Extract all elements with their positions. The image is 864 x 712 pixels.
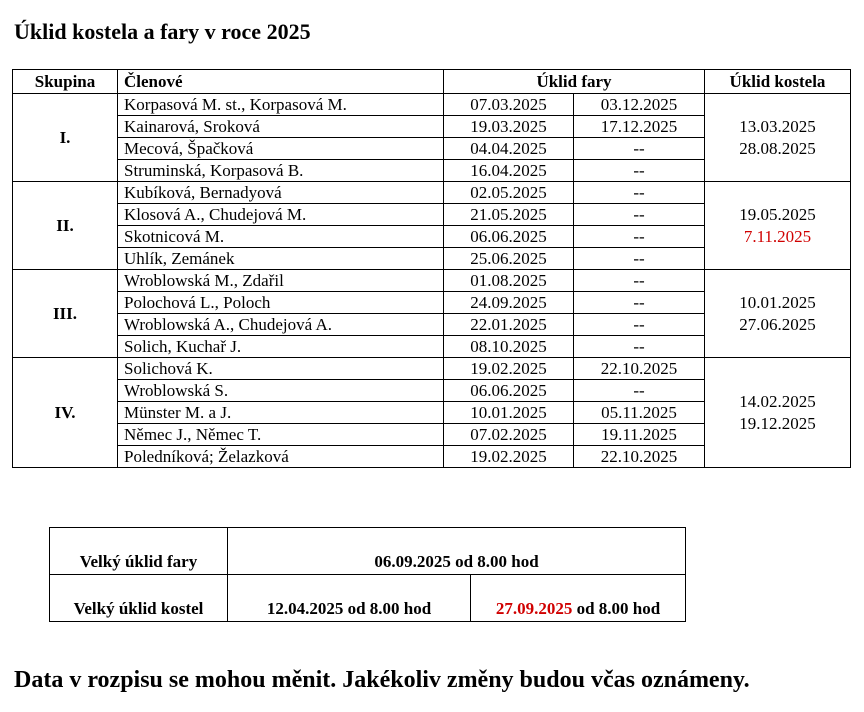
members-cell: Wroblowská S. — [118, 380, 444, 402]
fara-date-2: -- — [574, 336, 705, 358]
kostel-date: 27.06.2025 — [739, 314, 816, 334]
fara-date-1: 02.05.2025 — [444, 182, 574, 204]
members-cell: Münster M. a J. — [118, 402, 444, 424]
fara-date-1: 01.08.2025 — [444, 270, 574, 292]
fara-date-1: 24.09.2025 — [444, 292, 574, 314]
kostel-dates — [705, 270, 851, 358]
kostel-dates — [705, 358, 851, 468]
fara-date-1: 19.02.2025 — [444, 446, 574, 468]
members-cell: Wroblowská M., Zdařil — [118, 270, 444, 292]
fara-date-2: -- — [574, 204, 705, 226]
group-label: III. — [13, 270, 118, 358]
fara-date-1: 19.02.2025 — [444, 358, 574, 380]
fara-date-1: 07.02.2025 — [444, 424, 574, 446]
fara-date-2: -- — [574, 270, 705, 292]
members-cell: Klosová A., Chudejová M. — [118, 204, 444, 226]
fara-date-2: -- — [574, 182, 705, 204]
big-cleaning-kostel-date-highlight: 27.09.2025 — [495, 599, 573, 618]
kostel-date: 28.08.2025 — [739, 138, 816, 158]
members-cell: Uhlík, Zemánek — [118, 248, 444, 270]
group-label: I. — [13, 94, 118, 182]
schedule-header-row — [13, 70, 851, 94]
fara-date-2: 22.10.2025 — [574, 446, 705, 468]
fara-date-1: 06.06.2025 — [444, 226, 574, 248]
members-cell: Kubíková, Bernadyová — [118, 182, 444, 204]
kostel-date: 7.11.2025 — [743, 226, 812, 246]
fara-date-2: 03.12.2025 — [574, 94, 705, 116]
members-cell: Solichová K. — [118, 358, 444, 380]
big-cleaning-fara-label: Velký úklid fary — [50, 528, 228, 575]
kostel-date: 19.12.2025 — [739, 413, 816, 433]
members-cell: Němec J., Němec T. — [118, 424, 444, 446]
table-row — [13, 270, 851, 292]
fara-date-1: 08.10.2025 — [444, 336, 574, 358]
group-label: IV. — [13, 358, 118, 468]
group-label: II. — [13, 182, 118, 270]
fara-date-1: 04.04.2025 — [444, 138, 574, 160]
members-cell: Mecová, Špačková — [118, 138, 444, 160]
big-cleaning-kostel-time: od 8.00 hod — [572, 599, 661, 618]
schedule-table — [12, 69, 851, 468]
fara-date-2: 22.10.2025 — [574, 358, 705, 380]
fara-date-1: 21.05.2025 — [444, 204, 574, 226]
footer-note: Data v rozpisu se mohou měnit. Jakékoliv změny budou včas oznámeny. — [14, 667, 750, 693]
big-cleaning-fara-value: 06.09.2025 od 8.00 hod — [228, 528, 686, 575]
big-cleaning-fara-row — [50, 528, 686, 575]
members-cell: Poledníková; Želazková — [118, 446, 444, 468]
fara-date-2: -- — [574, 138, 705, 160]
fara-date-2: 05.11.2025 — [574, 402, 705, 424]
kostel-date: 14.02.2025 — [739, 391, 816, 411]
fara-date-1: 22.01.2025 — [444, 314, 574, 336]
fara-date-2: -- — [574, 314, 705, 336]
kostel-date: 19.05.2025 — [739, 204, 816, 224]
big-cleaning-kostel-row — [50, 575, 686, 622]
members-cell: Solich, Kuchař J. — [118, 336, 444, 358]
members-cell: Struminská, Korpasová B. — [118, 160, 444, 182]
fara-date-1: 06.06.2025 — [444, 380, 574, 402]
fara-date-1: 19.03.2025 — [444, 116, 574, 138]
header-clenove: Členové — [118, 70, 444, 94]
kostel-date: 10.01.2025 — [739, 292, 816, 312]
table-row — [13, 182, 851, 204]
members-cell: Kainarová, Sroková — [118, 116, 444, 138]
fara-date-1: 16.04.2025 — [444, 160, 574, 182]
table-row — [13, 358, 851, 380]
members-cell: Wroblowská A., Chudejová A. — [118, 314, 444, 336]
members-cell: Korpasová M. st., Korpasová M. — [118, 94, 444, 116]
header-skupina: Skupina — [13, 70, 118, 94]
fara-date-2: -- — [574, 292, 705, 314]
fara-date-2: 19.11.2025 — [574, 424, 705, 446]
fara-date-2: -- — [574, 226, 705, 248]
big-cleaning-kostel-label: Velký úklid kostel — [50, 575, 228, 622]
fara-date-2: 17.12.2025 — [574, 116, 705, 138]
kostel-dates — [705, 94, 851, 182]
kostel-dates — [705, 182, 851, 270]
fara-date-2: -- — [574, 380, 705, 402]
fara-date-2: -- — [574, 160, 705, 182]
fara-date-1: 10.01.2025 — [444, 402, 574, 424]
kostel-date: 13.03.2025 — [739, 116, 816, 136]
big-cleaning-kostel-value-2 — [471, 575, 686, 622]
schedule-body — [13, 94, 851, 468]
big-cleaning-kostel-value-1: 12.04.2025 od 8.00 hod — [228, 575, 471, 622]
table-row — [13, 94, 851, 116]
members-cell: Skotnicová M. — [118, 226, 444, 248]
header-uklid-kostela: Úklid kostela — [705, 70, 851, 94]
fara-date-1: 25.06.2025 — [444, 248, 574, 270]
fara-date-2: -- — [574, 248, 705, 270]
big-cleaning-table — [49, 527, 686, 622]
header-uklid-fary: Úklid fary — [444, 70, 705, 94]
members-cell: Polochová L., Poloch — [118, 292, 444, 314]
page-title: Úklid kostela a fary v roce 2025 — [14, 19, 311, 44]
fara-date-1: 07.03.2025 — [444, 94, 574, 116]
